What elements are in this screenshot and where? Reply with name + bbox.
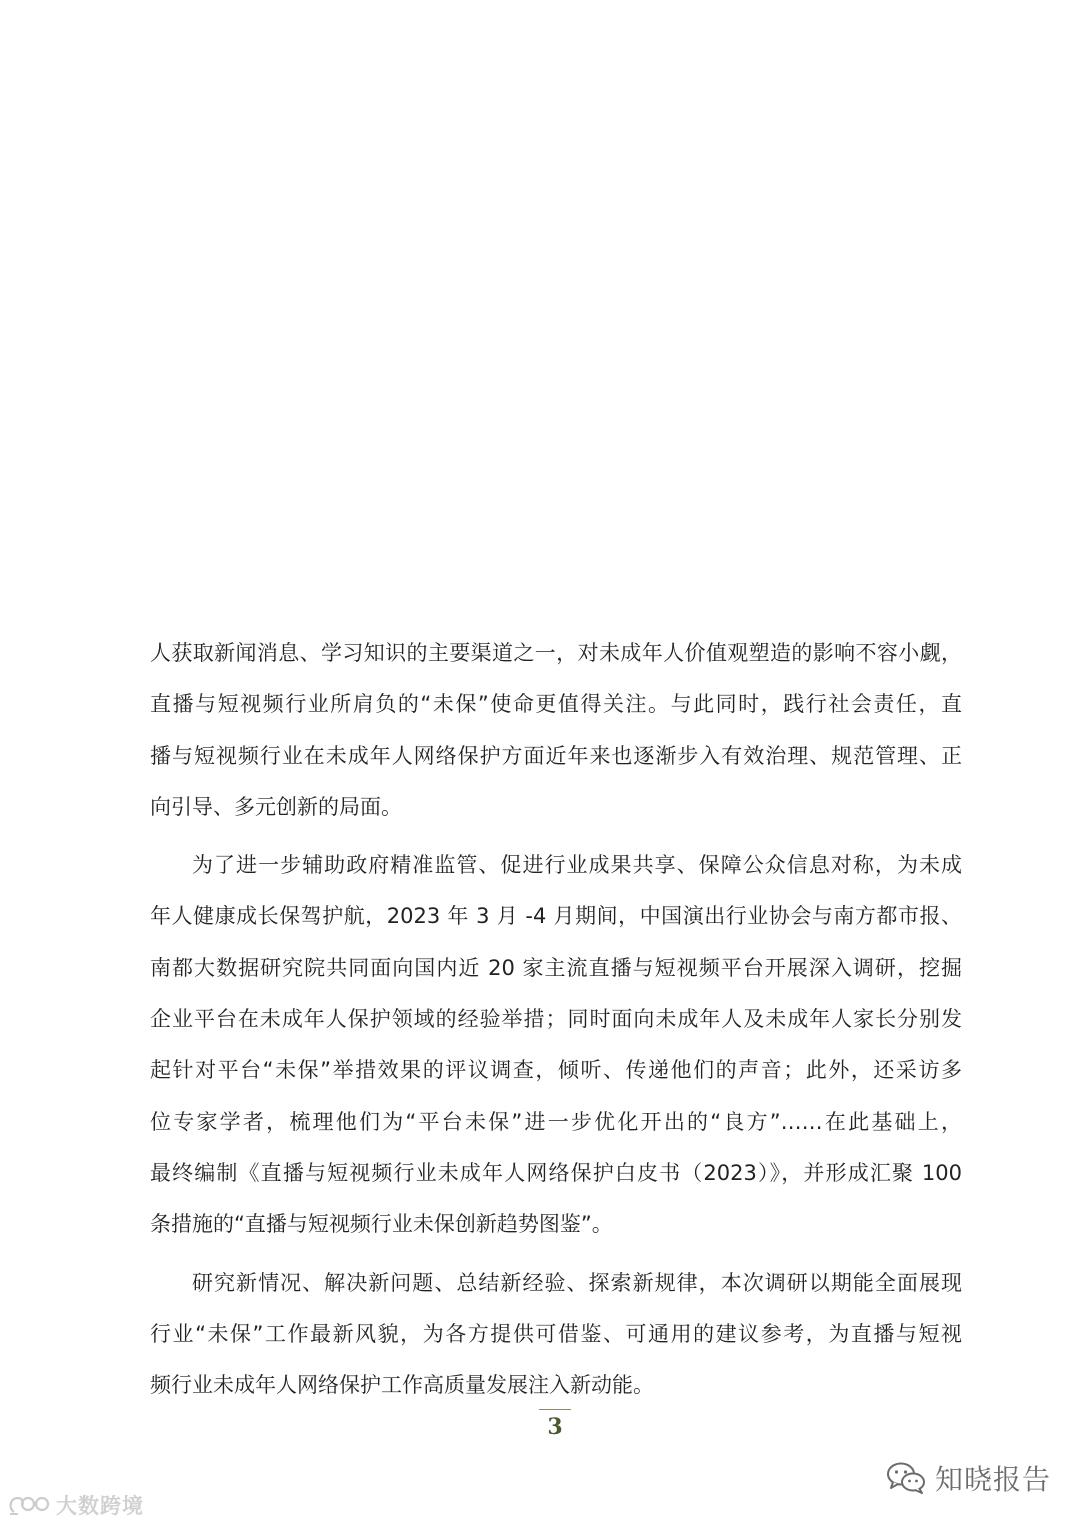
text-line: 播与短视频行业在未成年人网络保护方面近年来也逐渐步入有效治理、规范管理、正 bbox=[150, 743, 962, 768]
wechat-icon bbox=[885, 1460, 927, 1496]
body-text bbox=[150, 628, 962, 1411]
dashuju-logo-icon bbox=[6, 1490, 52, 1520]
watermark-left bbox=[6, 1489, 144, 1521]
text-line: 行业“未保”工作最新风貌，为各方提供可借鉴、可通用的建议参考，为直播与短视 bbox=[150, 1321, 962, 1346]
paragraph-1 bbox=[150, 628, 962, 833]
text-line: 研究新情况、解决新问题、总结新经验、探索新规律，本次调研以期能全面展现 bbox=[192, 1270, 962, 1295]
text-line: 最终编制《直播与短视频行业未成年人网络保护白皮书（2023）》，并形成汇聚 100 bbox=[150, 1160, 962, 1185]
text-line: 企业平台在未成年人保护领域的经验举措；同时面向未成年人及未成年人家长分别发 bbox=[150, 1007, 962, 1032]
text-line: 位专家学者，梳理他们为“平台未保”进一步优化开出的“良方”……在此基础上， bbox=[150, 1109, 962, 1134]
text-line: 起针对平台“未保”举措效果的评议调查，倾听、传递他们的声音；此外，还采访多 bbox=[150, 1058, 962, 1083]
text-line: 直播与短视频行业所肩负的“未保”使命更值得关注。与此同时，践行社会责任，直 bbox=[150, 692, 962, 717]
text-line: 条措施的“直播与短视频行业未保创新趋势图鉴”。 bbox=[150, 1212, 613, 1237]
watermark-right bbox=[885, 1458, 1051, 1498]
text-line: 为了进一步辅助政府精准监管、促进行业成果共享、保障公众信息对称，为未成 bbox=[192, 853, 962, 878]
text-line: 向引导、多元创新的局面。 bbox=[150, 794, 402, 819]
watermark-left-text: 大数跨境 bbox=[56, 1494, 144, 1518]
text-line: 频行业未成年人网络保护工作高质量发展注入新动能。 bbox=[150, 1373, 654, 1398]
paragraph-3 bbox=[150, 1258, 962, 1412]
paragraph-2 bbox=[150, 840, 962, 1250]
text-line: 南都大数据研究院共同面向国内近 20 家主流直播与短视频平台开展深入调研，挖掘 bbox=[150, 955, 962, 980]
page-number: 3 bbox=[547, 1414, 563, 1440]
watermark-right-text: 知晓报告 bbox=[935, 1463, 1052, 1496]
text-line: 年人健康成长保驾护航，2023 年 3 月 -4 月期间，中国演出行业协会与南方都市报、 bbox=[150, 904, 962, 929]
page-number-rule bbox=[539, 1409, 571, 1410]
text-line: 人获取新闻消息、学习知识的主要渠道之一，对未成年人价值观塑造的影响不容小觑， bbox=[150, 641, 962, 665]
